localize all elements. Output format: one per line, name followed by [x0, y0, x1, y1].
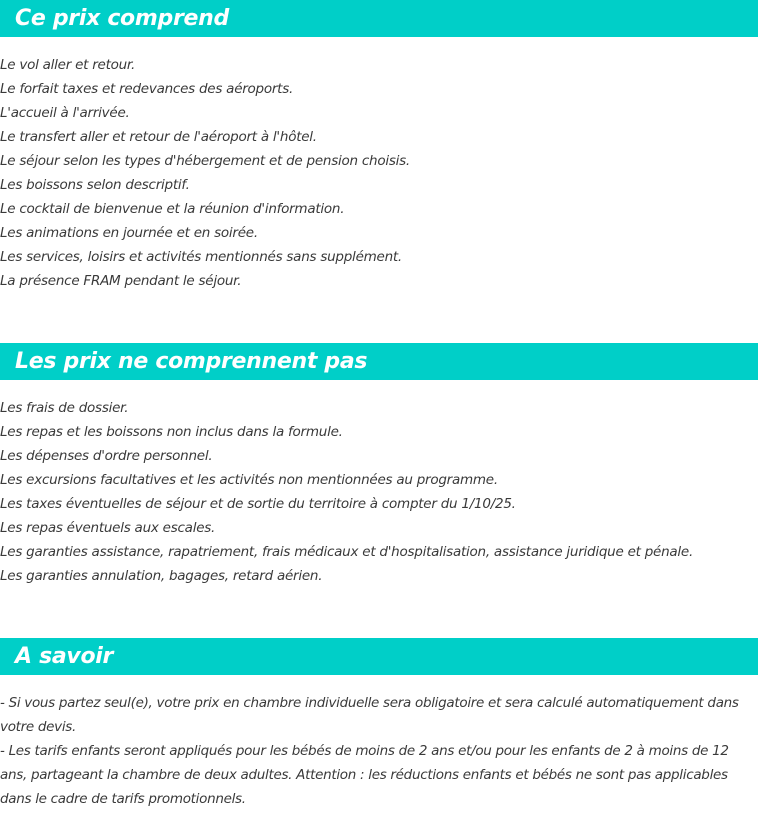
list-item: Le cocktail de bienvenue et la réunion d'information. — [0, 201, 345, 217]
list-item: Les repas et les boissons non inclus dans la formule. — [0, 424, 343, 440]
section-title-not-included: Les prix ne comprennent pas — [0, 343, 758, 380]
list-item: Les repas éventuels aux escales. — [0, 520, 216, 536]
list-item: Le forfait taxes et redevances des aéroports. — [0, 81, 294, 97]
list-item: La présence FRAM pendant le séjour. — [0, 273, 242, 289]
list-item: Les dépenses d'ordre personnel. — [0, 448, 213, 464]
list-item: Le transfert aller et retour de l'aéroport à l'hôtel. — [0, 129, 317, 145]
list-item: Les excursions facultatives et les activités non mentionnées au programme. — [0, 472, 498, 488]
list-item: L'accueil à l'arrivée. — [0, 105, 130, 121]
section-title-good-to-know: A savoir — [0, 638, 758, 675]
section-title-included: Ce prix comprend — [0, 0, 758, 37]
not-included-list — [0, 396, 758, 588]
list-item: Les taxes éventuelles de séjour et de sortie du territoire à compter du 1/10/25. — [0, 496, 516, 512]
good-to-know-text — [0, 691, 752, 811]
list-item: Les garanties assistance, rapatriement, frais médicaux et d'hospitalisation, assistance juridique et pénale. — [0, 544, 694, 560]
list-item: Les frais de dossier. — [0, 400, 129, 416]
list-item: Les animations en journée et en soirée. — [0, 225, 258, 241]
list-item: Les garanties annulation, bagages, retard aérien. — [0, 568, 323, 584]
included-list — [0, 53, 758, 293]
list-item: Les services, loisirs et activités mentionnés sans supplément. — [0, 249, 402, 265]
list-item: Le vol aller et retour. — [0, 57, 136, 73]
info-paragraph: - Si vous partez seul(e), votre prix en chambre individuelle sera obligatoire et sera calculé automatiquement dans votre devis. — [0, 695, 739, 735]
info-paragraph: - Les tarifs enfants seront appliqués pour les bébés de moins de 2 ans et/ou pour les enfants de 2 à moins de 12 ans, partageant la chambre de deux adultes. Attention : les réductions enfants et bébés ne sont pas applicables dans le cadre de tarifs promotionnels. — [0, 743, 729, 807]
list-item: Le séjour selon les types d'hébergement et de pension choisis. — [0, 153, 410, 169]
list-item: Les boissons selon descriptif. — [0, 177, 190, 193]
